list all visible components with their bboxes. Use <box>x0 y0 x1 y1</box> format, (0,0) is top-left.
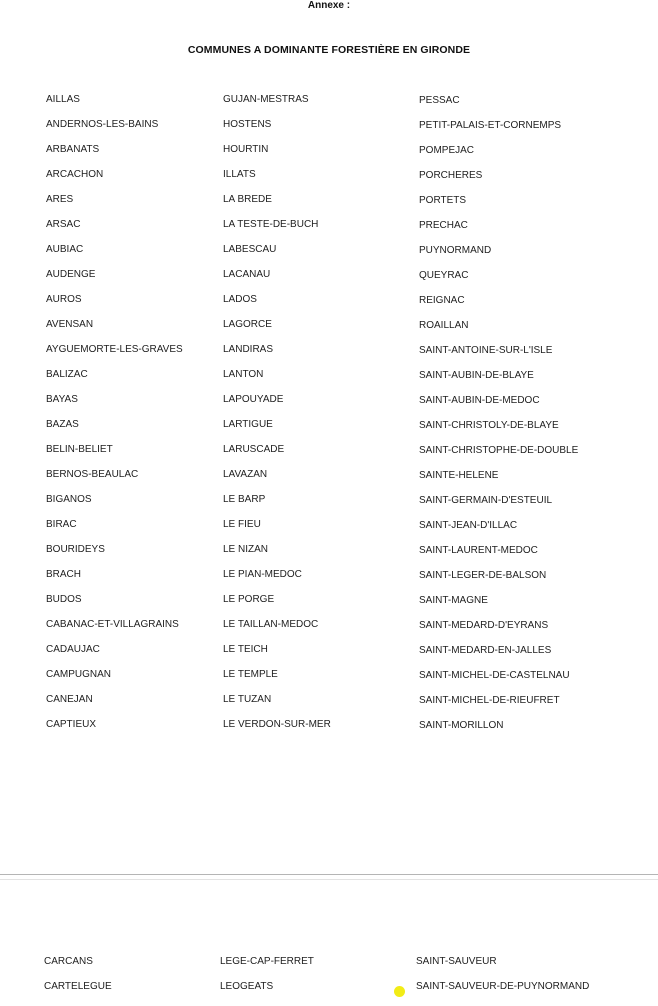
commune-name: SAINT-MAGNE <box>419 595 488 606</box>
highlight-marker-dot <box>394 986 405 997</box>
commune-column-2 <box>223 94 331 744</box>
commune-name: LA BREDE <box>223 194 272 205</box>
commune-name: LAPOUYADE <box>223 394 284 405</box>
commune-name: QUEYRAC <box>419 270 469 281</box>
commune-name: BIGANOS <box>46 494 92 505</box>
commune-name: PUYNORMAND <box>419 245 492 256</box>
commune-name: SAINT-ANTOINE-SUR-L'ISLE <box>419 345 553 356</box>
commune-name: LEOGEATS <box>220 981 274 992</box>
page-break-shadow-line <box>0 879 658 880</box>
commune-name: SAINT-SAUVEUR-DE-PUYNORMAND <box>416 981 590 992</box>
commune-name: LE TAILLAN-MEDOC <box>223 619 319 630</box>
commune-name: REIGNAC <box>419 295 465 306</box>
commune-name: LE TUZAN <box>223 694 272 705</box>
commune-name: CABANAC-ET-VILLAGRAINS <box>46 619 179 630</box>
next-page-column-1 <box>44 956 112 1006</box>
commune-name: LANDIRAS <box>223 344 274 355</box>
document-title: COMMUNES A DOMINANTE FORESTIÈRE EN GIRONDE <box>187 44 471 56</box>
commune-name: BOURIDEYS <box>46 544 105 555</box>
commune-name: SAINT-MICHEL-DE-RIEUFRET <box>419 695 560 706</box>
commune-name: HOURTIN <box>223 144 269 155</box>
commune-name: SAINT-MICHEL-DE-CASTELNAU <box>419 670 570 681</box>
commune-name: ARES <box>46 194 74 205</box>
page-break-line <box>0 874 658 875</box>
commune-name: AUBIAC <box>46 244 84 255</box>
commune-name: SAINT-LAURENT-MEDOC <box>419 545 538 556</box>
commune-name: SAINT-CHRISTOLY-DE-BLAYE <box>419 420 559 431</box>
commune-name: SAINTE-HELENE <box>419 470 499 481</box>
commune-name: LE PIAN-MEDOC <box>223 569 302 580</box>
commune-name: SAINT-JEAN-D'ILLAC <box>419 520 518 531</box>
commune-name: ARCACHON <box>46 169 104 180</box>
commune-name: AUROS <box>46 294 82 305</box>
commune-name: SAINT-MORILLON <box>419 720 504 731</box>
commune-name: SAINT-SAUVEUR <box>416 956 497 967</box>
commune-name: GUJAN-MESTRAS <box>223 94 309 105</box>
commune-name: SAINT-CHRISTOPHE-DE-DOUBLE <box>419 445 579 456</box>
commune-name: LE VERDON-SUR-MER <box>223 719 331 730</box>
commune-column-1 <box>46 94 183 744</box>
annex-label: Annexe : <box>307 0 351 11</box>
commune-name: CAMPUGNAN <box>46 669 112 680</box>
commune-name: LE PORGE <box>223 594 275 605</box>
commune-name: BUDOS <box>46 594 82 605</box>
commune-name: CARCANS <box>44 956 93 967</box>
commune-name: ROAILLAN <box>419 320 469 331</box>
commune-name: PORCHERES <box>419 170 483 181</box>
commune-name: LA TESTE-DE-BUCH <box>223 219 319 230</box>
commune-name: CAPTIEUX <box>46 719 97 730</box>
commune-name: PESSAC <box>419 95 460 106</box>
commune-column-3 <box>419 95 578 745</box>
commune-name: LACANAU <box>223 269 271 280</box>
commune-name: LE NIZAN <box>223 544 269 555</box>
commune-name: BELIN-BELIET <box>46 444 113 455</box>
commune-name: PRECHAC <box>419 220 468 231</box>
commune-name: PORTETS <box>419 195 467 206</box>
commune-name: LEGE-CAP-FERRET <box>220 956 314 967</box>
commune-name: LARUSCADE <box>223 444 285 455</box>
commune-name: ANDERNOS-LES-BAINS <box>46 119 159 130</box>
commune-name: SAINT-AUBIN-DE-BLAYE <box>419 370 534 381</box>
commune-name: SAINT-MEDARD-D'EYRANS <box>419 620 549 631</box>
commune-name: LARTIGUE <box>223 419 273 430</box>
commune-name: ILLATS <box>223 169 256 180</box>
commune-name: BRACH <box>46 569 82 580</box>
commune-name: BIRAC <box>46 519 77 530</box>
commune-name: LAGORCE <box>223 319 272 330</box>
next-page-column-2 <box>220 956 314 1006</box>
commune-name: HOSTENS <box>223 119 272 130</box>
commune-name: LAVAZAN <box>223 469 268 480</box>
commune-name: SAINT-LEGER-DE-BALSON <box>419 570 547 581</box>
commune-name: PETIT-PALAIS-ET-CORNEMPS <box>419 120 562 131</box>
commune-name: BAZAS <box>46 419 79 430</box>
commune-name: POMPEJAC <box>419 145 475 156</box>
commune-name: CANEJAN <box>46 694 93 705</box>
commune-name: LE TEMPLE <box>223 669 278 680</box>
commune-name: SAINT-GERMAIN-D'ESTEUIL <box>419 495 553 506</box>
commune-name: LANTON <box>223 369 264 380</box>
commune-name: AYGUEMORTE-LES-GRAVES <box>46 344 183 355</box>
commune-name: ARBANATS <box>46 144 100 155</box>
commune-name: CADAUJAC <box>46 644 100 655</box>
commune-name: SAINT-MEDARD-EN-JALLES <box>419 645 552 656</box>
commune-name: BERNOS-BEAULAC <box>46 469 139 480</box>
commune-name: AUDENGE <box>46 269 96 280</box>
commune-name: LABESCAU <box>223 244 277 255</box>
next-page-column-3 <box>416 956 589 1006</box>
commune-name: AVENSAN <box>46 319 94 330</box>
commune-name: BAYAS <box>46 394 78 405</box>
commune-name: BALIZAC <box>46 369 88 380</box>
commune-name: ARSAC <box>46 219 81 230</box>
commune-name: AILLAS <box>46 94 80 105</box>
commune-name: CARTELEGUE <box>44 981 112 992</box>
commune-name: LADOS <box>223 294 257 305</box>
commune-name: LE BARP <box>223 494 266 505</box>
commune-name: SAINT-AUBIN-DE-MEDOC <box>419 395 540 406</box>
commune-name: LE FIEU <box>223 519 261 530</box>
commune-name: LE TEICH <box>223 644 268 655</box>
